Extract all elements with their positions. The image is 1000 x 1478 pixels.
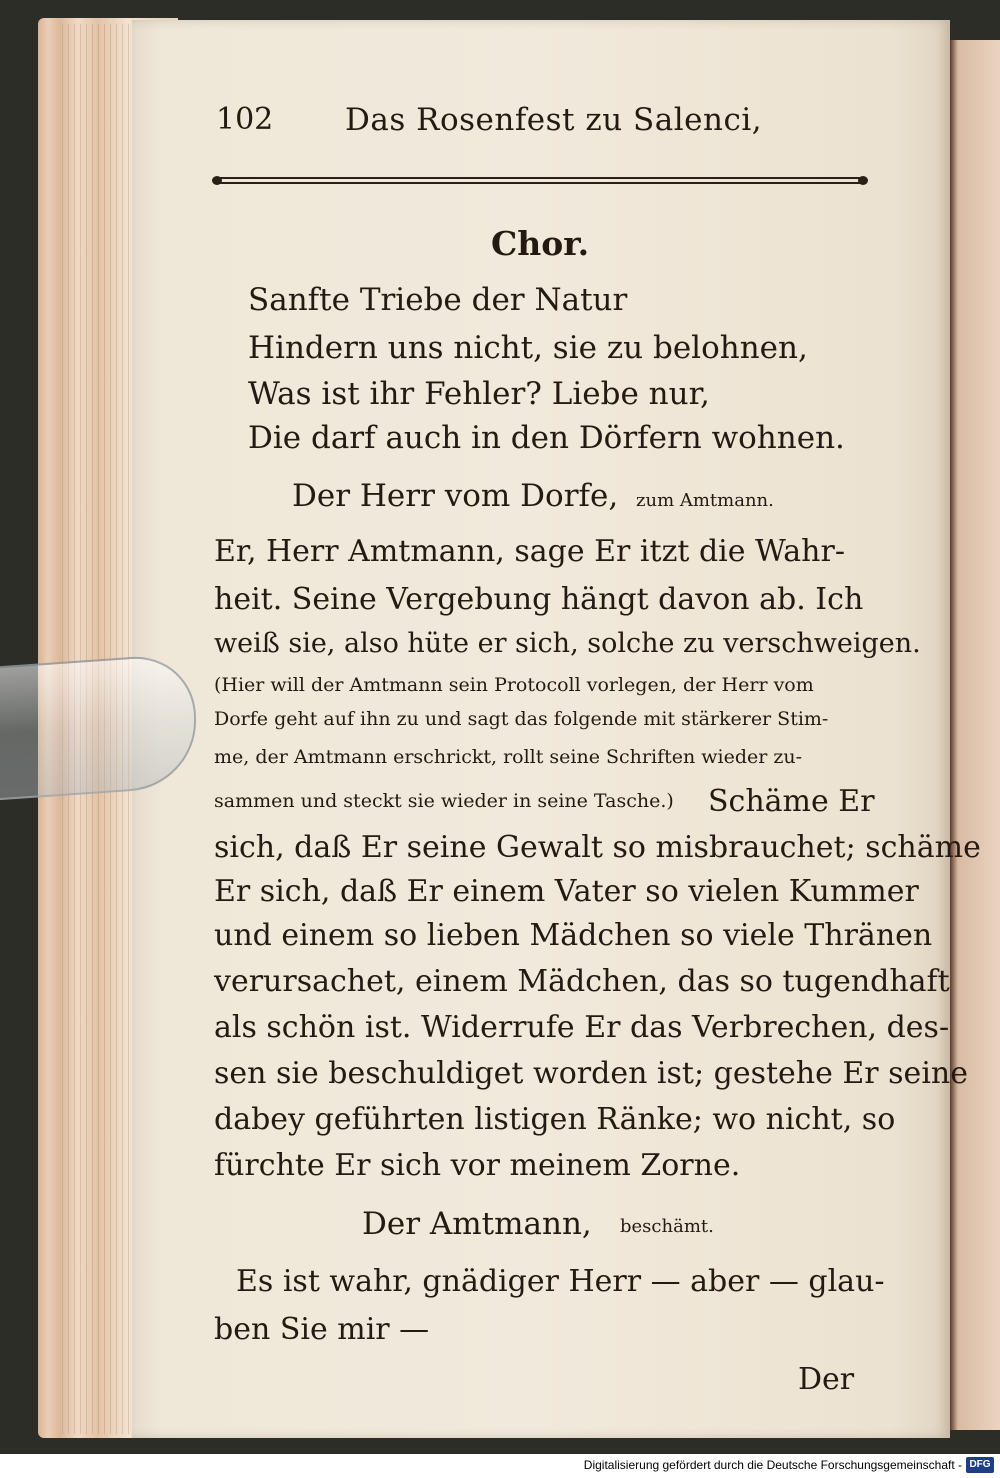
- text-line: Er sich, daß Er einem Vater so vielen Kummer: [214, 874, 919, 909]
- stage-line: me, der Amtmann erschrickt, rollt seine Schriften wieder zu-: [214, 746, 803, 768]
- text-line: Er, Herr Amtmann, sage Er itzt die Wahr-: [214, 534, 845, 569]
- text-line: Es ist wahr, gnädiger Herr — aber — glau-: [236, 1264, 885, 1299]
- text-line: als schön ist. Widerrufe Er das Verbrechen, des-: [214, 1010, 950, 1045]
- running-title: Das Rosenfest zu Salenci,: [345, 102, 763, 138]
- footer-credit: Digitalisierung gefördert durch die Deutsche Forschungsgemeinschaft -: [583, 1458, 962, 1472]
- stage-direction: beschämt.: [620, 1216, 714, 1237]
- text-line: dabey geführten listigen Ränke; wo nicht, so: [214, 1102, 896, 1137]
- stage-line: Dorfe geht auf ihn zu und sagt das folgende mit stärkerer Stim-: [214, 708, 829, 730]
- speaker-name: Der Herr vom Dorfe,: [292, 478, 619, 514]
- verse-line: Sanfte Triebe der Natur: [248, 282, 628, 318]
- stage-direction: zum Amtmann.: [636, 490, 774, 511]
- text-line: und einem so lieben Mädchen so viele Thränen: [214, 918, 933, 953]
- dfg-logo-icon: DFG: [966, 1457, 994, 1473]
- verse-line: Was ist ihr Fehler? Liebe nur,: [248, 376, 710, 412]
- chorus-heading: Chor.: [490, 224, 590, 263]
- text-line: verursachet, einem Mädchen, das so tugendhaft: [214, 964, 950, 999]
- text-line: Schäme Er: [708, 784, 875, 819]
- stage-line: sammen und steckt sie wieder in seine Tasche.): [214, 790, 674, 812]
- verse-line: Hindern uns nicht, sie zu belohnen,: [248, 330, 808, 366]
- decorative-rule: [216, 176, 864, 185]
- speaker-name: Der Amtmann,: [362, 1206, 592, 1242]
- text-line: heit. Seine Vergebung hängt davon ab. Ich: [214, 582, 864, 617]
- catchword: Der: [798, 1362, 855, 1397]
- text-line: sen sie beschuldiget worden ist; gestehe Er seine: [214, 1056, 968, 1091]
- text-line: sich, daß Er seine Gewalt so misbrauchet; schäme: [214, 830, 981, 865]
- footer-bar: [0, 1454, 1000, 1478]
- verse-line: Die darf auch in den Dörfern wohnen.: [248, 420, 845, 456]
- page-number: 102: [216, 102, 274, 137]
- text-line: weiß sie, also hüte er sich, solche zu verschweigen.: [214, 628, 921, 659]
- stage-line: (Hier will der Amtmann sein Protocoll vorlegen, der Herr vom: [214, 674, 814, 696]
- text-line: fürchte Er sich vor meinem Zorne.: [214, 1148, 741, 1183]
- text-line: ben Sie mir —: [214, 1312, 430, 1347]
